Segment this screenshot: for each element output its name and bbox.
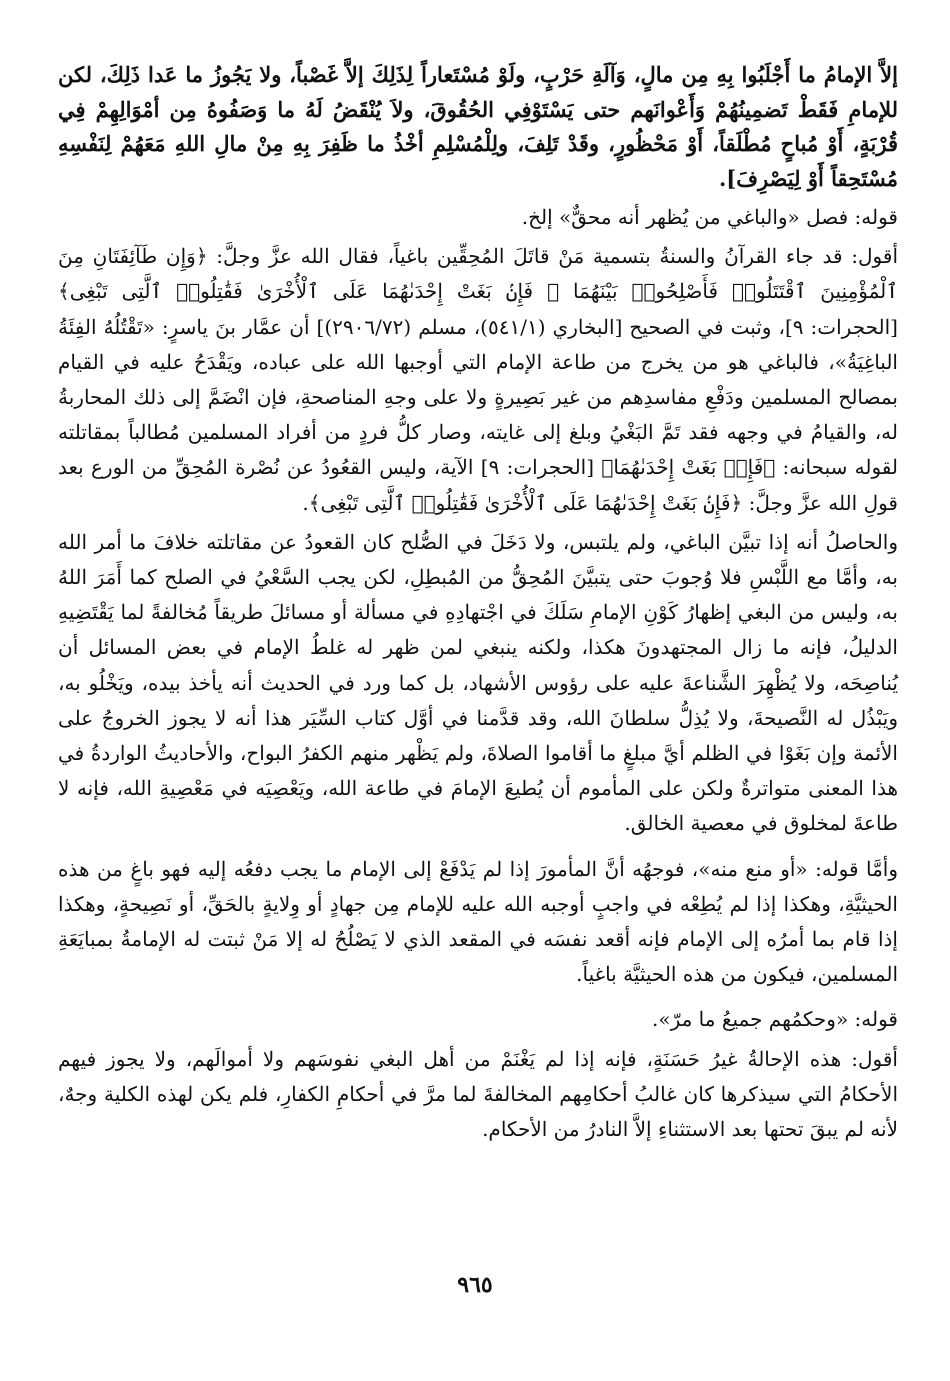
page-body bbox=[58, 58, 898, 1147]
commentary-paragraph-3: وأمَّا قوله: «أو منع منه»، فوجهُه أنَّ المأمورَ إذا لم يَدْفَعْ إلى الإمام ما يجب دفعُه إليه فهو باغٍ من هذه الحيثيَّةِ، وهكذا إذا لم يُطِعْه في واجبٍ أوجبه الله عليه للإمام مِن جهادٍ أو وِلايةٍ بالحَقِّ، أو نَصِيحةٍ، وهكذا إذا قام بما أمرُه إلى الإمام فإنه أقعد نفسَه في المقعد الذي لا يَصْلُحُ له إلا مَنْ ثبتت له الإمامةُ بمبايَعَةِ المسلمين، فيكون من هذه الحيثيَّة باغياً. bbox=[58, 856, 898, 987]
page-number: ٩٦٥ bbox=[457, 1272, 493, 1298]
heading-qawluh-1: قوله: فصل «والباغي من يُظهر أنه محقٌّ» إلخ. bbox=[521, 205, 898, 229]
commentary-paragraph-4: أقول: هذه الإحالةُ غيرُ حَسَنَةٍ، فإنه إذا لم يَغْنَمْ من أهل البغي نفوسَهم ولا أموالَهم، ولا يجوز فيهم الأحكامُ التي سيذكرها كان غالبُ أحكامِهم المخالفةَ لما مرَّ في أحكامِ الكفارِ، فلم يكن لهذه الكلية وجهٌ، لأنه لم يبقَ تحتها بعد الاستثناءِ إلاَّ النادرُ من الأحكام. bbox=[58, 1046, 898, 1142]
heading-qawluh-2: قوله: «وحكمُهم جميعُ ما مرّ». bbox=[651, 1007, 898, 1032]
matn-paragraph: إلاَّ الإمامُ ما أَجْلَبُوا بِهِ مِن مالٍ، وَآلَةِ حَرْبٍ، ولَوْ مُسْتَعاراً لِذَلِكَ إلاَّ غَصْباً، ولا يَجُوزُ ما عَدا ذَلِكَ، لكن للإمامِ فَقَطْ تَضمِينُهُمْ وَأَعْوانَهم حتى يَسْتَوْفِي الحُقُوقَ، ولاَ يُنْقَضُ لَهُ ما وَصَفُوهُ مِن أمْوَالِهِمْ فِي قُرْبَةٍ، أَوْ مُباحٍ مُطْلَقاً، أَوْ مَحْظُورٍ، وقَدْ تَلِفَ، ولِلْمُسْلِمِ أخْذُ ما ظَفِرَ بِهِ مِنْ مالِ اللهِ مَعَهُمْ لِنَفْسِهِ مُسْتَحِقاً أَوْ لِيَصْرِفَ]. bbox=[58, 62, 898, 191]
commentary-paragraph-2: والحاصلُ أنه إذا تبيَّن الباغي، ولم يلتبس، ولا دَخَلَ في الصُّلح كان القعودُ عن مقاتلته خلافَ ما أمر الله به، وأمَّا مع اللَّبْسِ فلا وُجوبَ حتى يتبيَّنَ المُحِقُّ من المُبطِلِ، لكن يجب السَّعْيُ في الصلح كما أَمَرَ اللهُ به، وليس من البغي إظهارُ كَوْنِ الإمامِ سَلَكَ في اجْتهادِهِ في مسألة أو مسائلَ طريقاً مُخالفةً لما يَقْتَضِيهِ الدليلُ، فإنه ما زال المجتهدونَ هكذا، ولكنه ينبغي لمن ظهر له غلطُ الإمام في بعض المسائل أن يُناصِحَه، ولا يُظْهِرَ الشَّناعةَ عليه على رؤوس الأشهاد، بل كما ورد في الحديث أنه يأخذ بيده، ويَخْلُو به، ويَبْذُل له النَّصيحةَ، ولا يُذِلُّ سلطانَ الله، وقد قدَّمنا في أوَّل كتاب السِّيَر هذا أنه لا يجوز الخروجُ على الأئمة وإن بَغَوْا في الظلم أيَّ مبلغٍ ما أقاموا الصلاةَ، ولم يَظْهر منهم الكفرُ البواح، والأحاديثُ الواردةُ في هذا المعنى متواترةٌ ولكن على المأموم أن يُطيعَ الإمامَ في طاعة الله، ويَعْصِيَه في مَعْصِيةِ الله، فإنه لا طاعةَ لمخلوق في معصية الخالق. bbox=[58, 529, 898, 836]
commentary-paragraph-1: أقول: قد جاء القرآنُ والسنةُ بتسمية مَنْ قاتَلَ المُحِقِّين باغياً، فقال الله عزَّ وجلَّ: ﴿وَإِن طَآئِفَتَانِ مِنَ ٱلْمُؤْمِنِينَ ٱقْتَتَلُوا۟ فَأَصْلِحُوا۟ بَيْنَهُمَا ۖ فَإِنۢ بَغَتْ إِحْدَىٰهُمَا عَلَى ٱلْأُخْرَىٰ فَقَٰتِلُوا۟ ٱلَّتِى تَبْغِى﴾ [الحجرات: ٩]، وثبت في الصحيح [البخاري (٥٤١/١)، مسلم (٢٩٠٦/٧٢)] أن عمَّار بنَ ياسرٍ: «تَقْتُلُهُ الفِئَةُ الباغِيَةُ»، فالباغي هو من يخرج من طاعة الإمام التي أوجبها الله على عباده، ويَقْدَحُ عليه في القيام بمصالح المسلمين ودَفْعِ مفاسدِهم من غير بَصِيرةٍ ولا على وجهِ المناصحةِ، فإن انْضَمَّ إلى ذلك المحاربةُ له، والقيامُ في وجهه فقد تَمَّ البَغْيُ وبلغ إلى غايته، وصار كلُّ فردٍ من أفراد المسلمين مُطالباً بمقاتلته لقوله سبحانه: ﴿فَإِنۢ بَغَتْ إِحْدَىٰهُمَا﴾ [الحجرات: ٩] الآية، وليس القعُودُ عن نُصْرة المُحِقِّ من الورع بعد قولِ الله عزَّ وجلَّ: ﴿فَإِنۢ بَغَتْ إِحْدَىٰهُمَا عَلَى ٱلْأُخْرَىٰ فَقَٰتِلُوا۟ ٱلَّتِى تَبْغِى﴾. bbox=[58, 244, 898, 515]
